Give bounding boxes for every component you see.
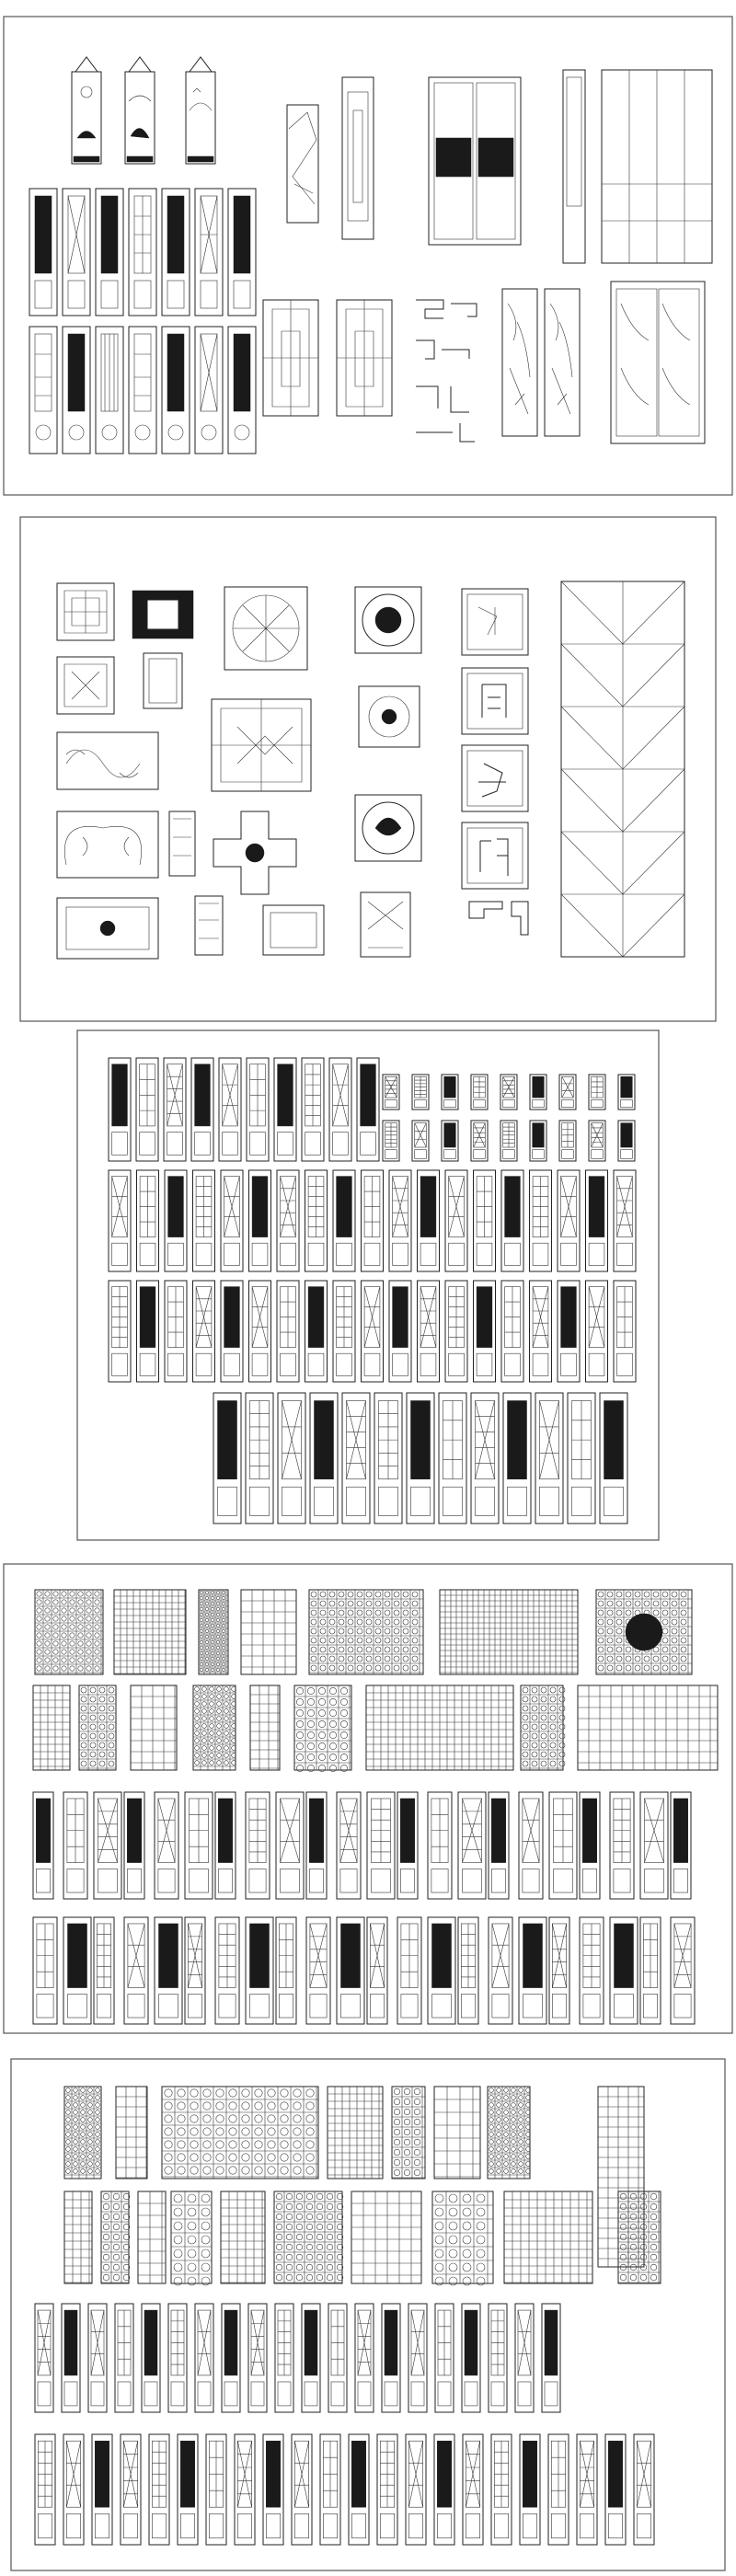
panel-1-doors-and-scrolls [4,17,732,495]
scroll-2 [125,57,155,164]
pattern-medallion [626,1614,662,1650]
panel-2-square-ornaments [20,517,716,1021]
panel-5-screens [11,2059,725,2570]
scroll-1 [72,57,101,164]
pattern-tile-mid-6 [366,1685,513,1770]
hanging-scrolls [72,57,215,164]
scroll-3 [186,57,215,164]
panel-4-lattice-patterns [4,1564,732,2033]
panel-3-door-elevations [77,1030,659,1540]
